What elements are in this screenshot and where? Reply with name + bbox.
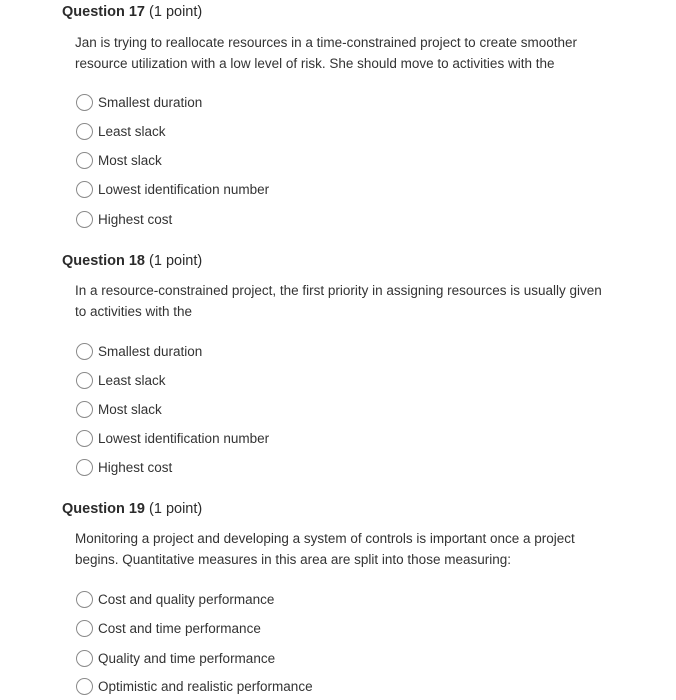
answer-option-label: Lowest identification number [98,430,270,446]
answer-option-label: Least slack [98,372,166,388]
question-text: In a resource-constrained project, the first priority in assigning resources is usually given to activities with the [75,283,602,319]
radio-button[interactable] [76,591,93,608]
answer-option-label: Most slack [98,401,162,417]
answer-option[interactable] [76,178,269,200]
answer-option-label: Least slack [98,123,166,139]
answer-option[interactable] [76,208,172,230]
answer-option[interactable] [76,675,313,697]
answer-option-label: Most slack [98,152,162,168]
radio-button[interactable] [76,152,93,169]
answer-option-label: Lowest identification number [98,181,270,197]
question-points: (1 point) [149,253,203,269]
radio-button[interactable] [76,372,93,389]
answer-option[interactable] [76,91,202,113]
answer-option[interactable] [76,369,166,391]
radio-button[interactable] [76,620,93,637]
radio-button[interactable] [76,459,93,476]
answer-option[interactable] [76,456,172,478]
answer-option-label: Smallest duration [98,343,203,359]
question-points: (1 point) [149,4,203,20]
question-header [62,501,202,517]
radio-button[interactable] [76,343,93,360]
answer-option[interactable] [76,340,202,362]
answer-option-label: Smallest duration [98,94,203,110]
answer-option[interactable] [76,120,166,142]
question-header [62,4,202,20]
answer-option-label: Highest cost [98,459,173,475]
answer-option[interactable] [76,427,269,449]
question-title: Question 18 [62,253,145,269]
answer-option-label: Cost and quality performance [98,591,275,607]
question-text: Jan is trying to reallocate resources in a time-constrained project to create smoother resource utilization with a low level of risk. She should move to activities with the [75,35,577,71]
question-title: Question 19 [62,501,145,517]
answer-option-label: Optimistic and realistic performance [98,678,313,694]
radio-button[interactable] [76,430,93,447]
question-title: Question 17 [62,4,145,20]
answer-option-label: Quality and time performance [98,650,276,666]
answer-option-label: Cost and time performance [98,620,261,636]
radio-button[interactable] [76,181,93,198]
radio-button[interactable] [76,678,93,695]
answer-option-label: Highest cost [98,211,173,227]
radio-button[interactable] [76,650,93,667]
answer-option[interactable] [76,588,274,610]
radio-button[interactable] [76,94,93,111]
radio-button[interactable] [76,123,93,140]
question-points: (1 point) [149,501,203,517]
answer-option[interactable] [76,149,162,171]
question-header [62,253,202,269]
answer-option[interactable] [76,617,261,639]
answer-option[interactable] [76,647,275,669]
radio-button[interactable] [76,401,93,418]
question-text: Monitoring a project and developing a system of controls is important once a project begins. Quantitative measures in this area are split into those measuring: [75,531,575,567]
radio-button[interactable] [76,211,93,228]
answer-option[interactable] [76,398,162,420]
